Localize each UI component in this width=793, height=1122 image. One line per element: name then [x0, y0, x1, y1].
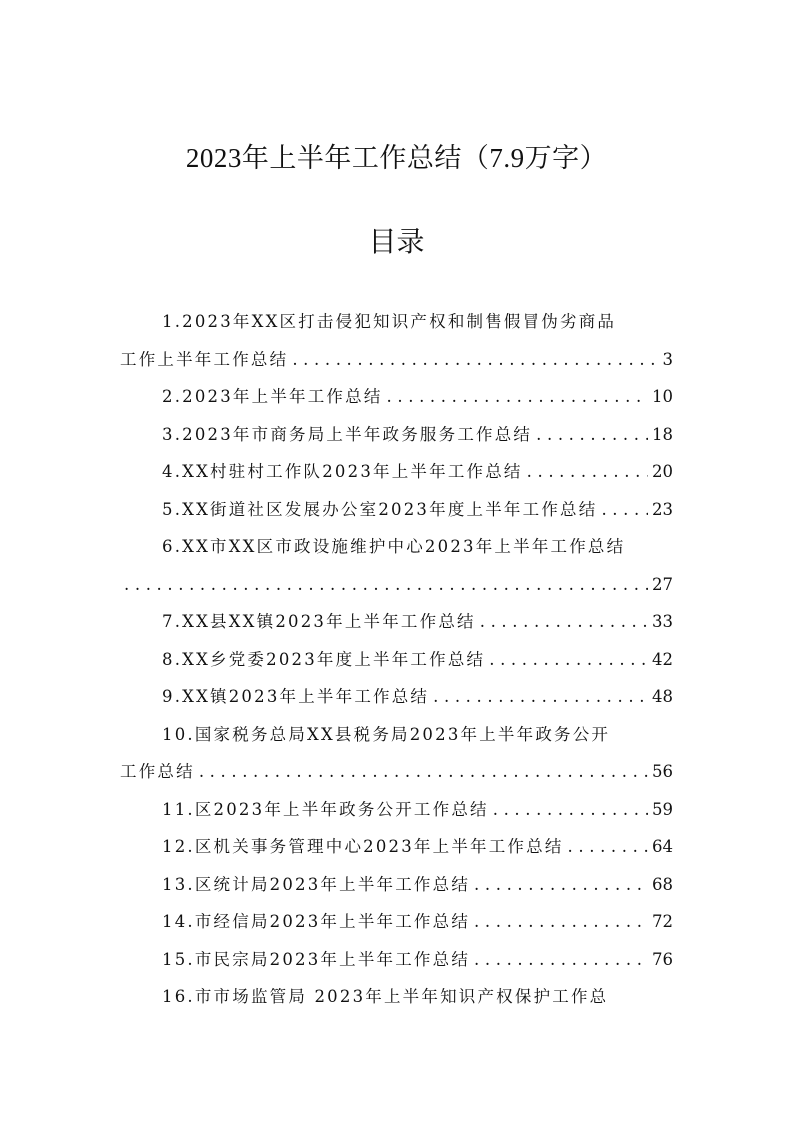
dot-leader — [387, 378, 648, 416]
toc-entry-line[interactable] — [120, 791, 673, 829]
toc-entry-label[interactable]: 7.XX县XX镇2023年上半年工作总结 — [162, 612, 476, 631]
document-title: 2023年上半年工作总结（7.9万字） — [185, 143, 608, 173]
toc-entry-label[interactable]: 16.市市场监管局 2023年上半年知识产权保护工作总 — [162, 987, 609, 1006]
dot-leader — [292, 341, 658, 379]
toc-entry-label[interactable]: 12.区机关事务管理中心2023年上半年工作总结 — [162, 837, 564, 856]
toc-entry-label[interactable]: 4.XX村驻村工作队2023年上半年工作总结 — [162, 462, 523, 481]
dot-leader — [527, 453, 648, 491]
toc-heading: 目录 — [368, 225, 425, 258]
toc-entry-line-continued[interactable] — [120, 753, 673, 791]
toc-page-number[interactable]: 64 — [652, 837, 673, 856]
toc-entry-line[interactable] — [120, 978, 673, 1016]
toc-entry-line[interactable] — [120, 903, 673, 941]
toc-entry-label[interactable]: 15.市民宗局2023年上半年工作总结 — [162, 949, 471, 969]
toc-page-number[interactable]: 48 — [652, 687, 673, 706]
toc-entry-line[interactable] — [120, 641, 673, 679]
dot-leader — [536, 416, 648, 454]
toc-page-number[interactable]: 20 — [652, 462, 673, 481]
toc-entry-line-continued[interactable] — [120, 341, 673, 379]
dot-leader — [568, 828, 648, 866]
toc-entry-line[interactable] — [120, 378, 673, 416]
toc-page-number[interactable]: 3 — [662, 349, 673, 369]
toc-entry-label[interactable]: 13.区统计局2023年上半年工作总结 — [162, 874, 471, 894]
toc-entry-line[interactable] — [120, 866, 673, 904]
toc-page-number[interactable]: 76 — [652, 949, 673, 969]
toc-page-number[interactable]: 42 — [652, 649, 673, 669]
toc-entry-label[interactable]: 2.2023年上半年工作总结 — [162, 387, 383, 406]
toc-entry-line[interactable] — [120, 941, 673, 979]
toc-page-number[interactable]: 68 — [652, 874, 673, 894]
toc-page-number[interactable]: 27 — [652, 574, 673, 594]
toc-page-number[interactable]: 56 — [652, 762, 673, 781]
toc-entry-line[interactable] — [120, 716, 673, 754]
dot-leader — [199, 753, 648, 791]
toc-entry-line[interactable] — [120, 603, 673, 641]
toc-entry-line[interactable] — [120, 678, 673, 716]
dot-leader — [433, 678, 648, 716]
dot-leader — [480, 603, 648, 641]
toc-entry-label[interactable]: 5.XX街道社区发展办公室2023年度上半年工作总结 — [162, 499, 598, 519]
toc-entry-line[interactable] — [120, 416, 673, 454]
dot-leader — [489, 641, 648, 679]
dot-leader — [474, 903, 648, 941]
toc-entry-label[interactable]: 10.国家税务总局XX县税务局2023年上半年政务公开 — [162, 724, 611, 744]
toc-page-number[interactable]: 18 — [652, 424, 673, 444]
table-of-contents — [120, 303, 673, 1016]
toc-entry-label[interactable]: 1.2023年XX区打击侵犯知识产权和制售假冒伪劣商品 — [162, 312, 617, 331]
toc-entry-line[interactable] — [120, 491, 673, 529]
toc-page-number[interactable]: 72 — [652, 912, 673, 931]
toc-entry-line[interactable] — [120, 828, 673, 866]
dot-leader — [601, 491, 648, 529]
toc-page-number[interactable]: 33 — [652, 612, 673, 631]
dot-leader — [474, 866, 648, 904]
toc-entry-label[interactable]: 3.2023年市商务局上半年政务服务工作总结 — [162, 424, 533, 444]
dot-leader — [493, 791, 648, 829]
toc-entry-line[interactable] — [120, 528, 673, 566]
toc-entry-label[interactable]: 8.XX乡党委2023年度上半年工作总结 — [162, 649, 486, 669]
toc-entry-label-continued[interactable]: 工作总结 — [120, 762, 195, 781]
toc-entry-label[interactable]: 6.XX市XX区市政设施维护中心2023年上半年工作总结 — [162, 537, 626, 556]
toc-entry-line[interactable] — [120, 453, 673, 491]
toc-page-number[interactable]: 59 — [652, 799, 673, 819]
toc-entry-label[interactable]: 11.区2023年上半年政务公开工作总结 — [162, 799, 489, 819]
toc-entry-label[interactable]: 9.XX镇2023年上半年工作总结 — [162, 687, 430, 706]
toc-page-number[interactable]: 10 — [652, 387, 673, 406]
toc-page-number[interactable]: 23 — [652, 499, 673, 519]
toc-entry-label[interactable]: 14.市经信局2023年上半年工作总结 — [162, 912, 471, 931]
dot-leader — [124, 566, 648, 604]
dot-leader — [474, 941, 648, 979]
toc-entry-label-continued[interactable]: 工作上半年工作总结 — [120, 349, 289, 369]
toc-entry-line-continued[interactable] — [120, 566, 673, 604]
toc-entry-line[interactable] — [120, 303, 673, 341]
